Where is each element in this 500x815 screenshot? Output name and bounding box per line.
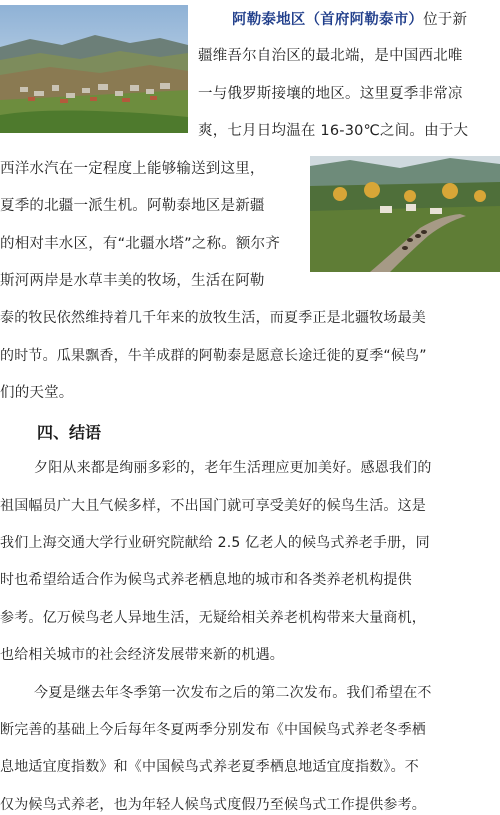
conclusion-p2-line-0: 今夏是继去年冬季第一次发布之后的第二次发布。我们希望在不 [34,685,432,701]
intro-line-10: 们的天堂。 [0,385,74,401]
conclusion-p2-line-1: 断完善的基础上今后每年冬夏两季分别发布《中国候鸟式养老冬季栖 [0,722,426,738]
intro-line-1: 疆维吾尔自治区的最北端，是中国西北唯 [198,48,463,64]
conclusion-p2-line-3: 仅为候鸟式养老，也为年轻人候鸟式度假乃至候鸟式工作提供参考。 [0,797,426,813]
intro-line-7: 斯河两岸是水草丰美的牧场，生活在阿勒 [0,273,265,289]
intro-line-8: 泰的牧民依然维持着几千年来的放牧生活，而夏季正是北疆牧场最美 [0,310,426,326]
conclusion-p1-line-1: 祖国幅员广大且气候多样，不出国门就可享受美好的候鸟生活。这是 [0,498,426,514]
intro-line-3: 爽，七月日均温在 16-30℃之间。由于大 [198,123,469,139]
conclusion-p1-line-4: 参考。亿万候鸟老人异地生活，无疑给相关养老机构带来大量商机， [0,610,426,626]
altay-town-photo [0,5,188,133]
village-road-photo [310,156,500,272]
region-title: 阿勒泰地区（首府阿勒泰市） [232,12,424,28]
conclusion-p1-line-0: 夕阳从来都是绚丽多彩的，老年生活理应更加美好。感恩我们的 [34,460,432,476]
intro-line-4: 西洋水汽在一定程度上能够输送到这里， [0,161,265,177]
intro-line-0: 阿勒泰地区（首府阿勒泰市）位于新 [232,12,468,28]
conclusion-p2-line-2: 息地适宜度指数》和《中国候鸟式养老夏季栖息地适宜度指数》。不 [0,759,419,775]
intro-line-6: 的相对丰水区，有“北疆水塔”之称。额尔齐 [0,236,281,252]
conclusion-p1-line-3: 时也希望给适合作为候鸟式养老栖息地的城市和各类养老机构提供 [0,572,412,588]
conclusion-p1-line-5: 也给相关城市的社会经济发展带来新的机遇。 [0,647,284,663]
intro-line-9: 的时节。瓜果飘香，牛羊成群的阿勒泰是愿意长途迁徙的夏季“候鸟” [0,348,427,364]
conclusion-p1-line-2: 我们上海交通大学行业研究院献给 2.5 亿老人的候鸟式养老手册，同 [0,535,430,551]
section-heading: 四、结语 [37,423,102,442]
intro-line-2: 一与俄罗斯接壤的地区。这里夏季非常凉 [198,86,463,102]
intro-line-5: 夏季的北疆一派生机。阿勒泰地区是新疆 [0,198,265,214]
